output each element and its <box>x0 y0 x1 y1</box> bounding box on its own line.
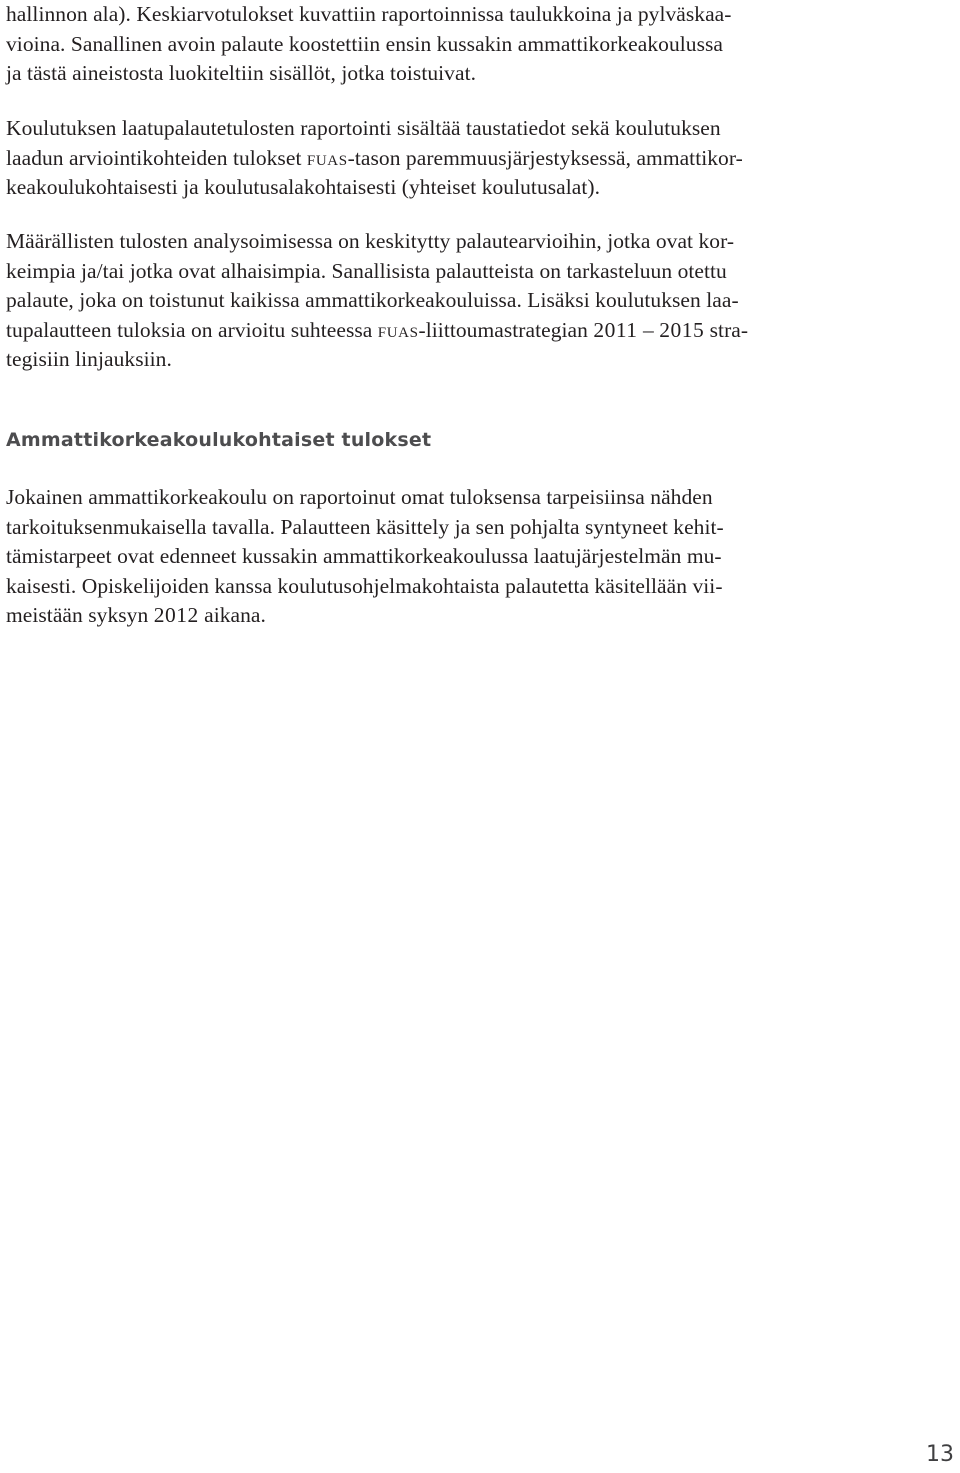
text-line: tegisiin linjauksiin. <box>6 347 172 371</box>
page-number: 13 <box>926 1442 954 1467</box>
text-line: laadun arviointikohteiden tulokset fuas-tason paremmuusjärjestyksessä, ammattikor- <box>6 145 743 170</box>
text-line: hallinnon ala). Keskiarvotulokset kuvattiin raportoinnissa taulukkoina ja pylväskaa- <box>6 2 732 26</box>
text-line: meistään syksyn 2012 aikana. <box>6 603 266 627</box>
paragraph-evaluation-method <box>6 0 731 89</box>
text-line: Määrällisten tulosten analysoimisessa on keskitytty palautearvioihin, jotka ovat kor- <box>6 229 735 253</box>
text-line: tarkoituksenmukaisella tavalla. Palautteen käsittely ja sen pohjalta syntyneet kehit- <box>6 514 724 539</box>
paragraph-institution-results <box>6 483 724 631</box>
text-line: kaisesti. Opiskelijoiden kanssa koulutusohjelmakohtaista palautetta käsitellään vii- <box>6 573 723 598</box>
text-line: keimpia ja/tai jotka ovat alhaisimpia. Sanallisista palautteista on tarkasteluun otettu <box>6 258 727 283</box>
paragraph-reporting-content <box>6 114 743 203</box>
text-line: tupalautteen tuloksia on arvioitu suhteessa fuas-liittoumastrategian 2011 – 2015 stra- <box>6 317 749 342</box>
text-line: Koulutuksen laatupalautetulosten raportointi sisältää taustatiedot sekä koulutuksen <box>6 116 721 140</box>
text-line: keakoulukohtaisesti ja koulutusalakohtaisesti (yhteiset koulutusalat). <box>6 175 601 199</box>
text-line: Jokainen ammattikorkeakoulu on raportoinut omat tuloksensa tarpeisiinsa nähden <box>6 485 713 509</box>
text-line: tämistarpeet ovat edenneet kussakin ammattikorkeakoulussa laatujärjestelmän mu- <box>6 544 722 568</box>
text-line: vioina. Sanallinen avoin palaute koostettiin ensin kussakin ammattikorkeakoulussa <box>6 31 723 56</box>
section-heading: Ammattikorkeakoulukohtaiset tulokset <box>6 429 432 451</box>
text-line: ja tästä aineistosta luokiteltiin sisällöt, jotka toistuivat. <box>6 61 477 85</box>
paragraph-quantitative-analysis <box>6 227 748 375</box>
text-line: palaute, joka on toistunut kaikissa ammattikorkeakouluissa. Lisäksi koulutuksen laa- <box>6 288 739 312</box>
